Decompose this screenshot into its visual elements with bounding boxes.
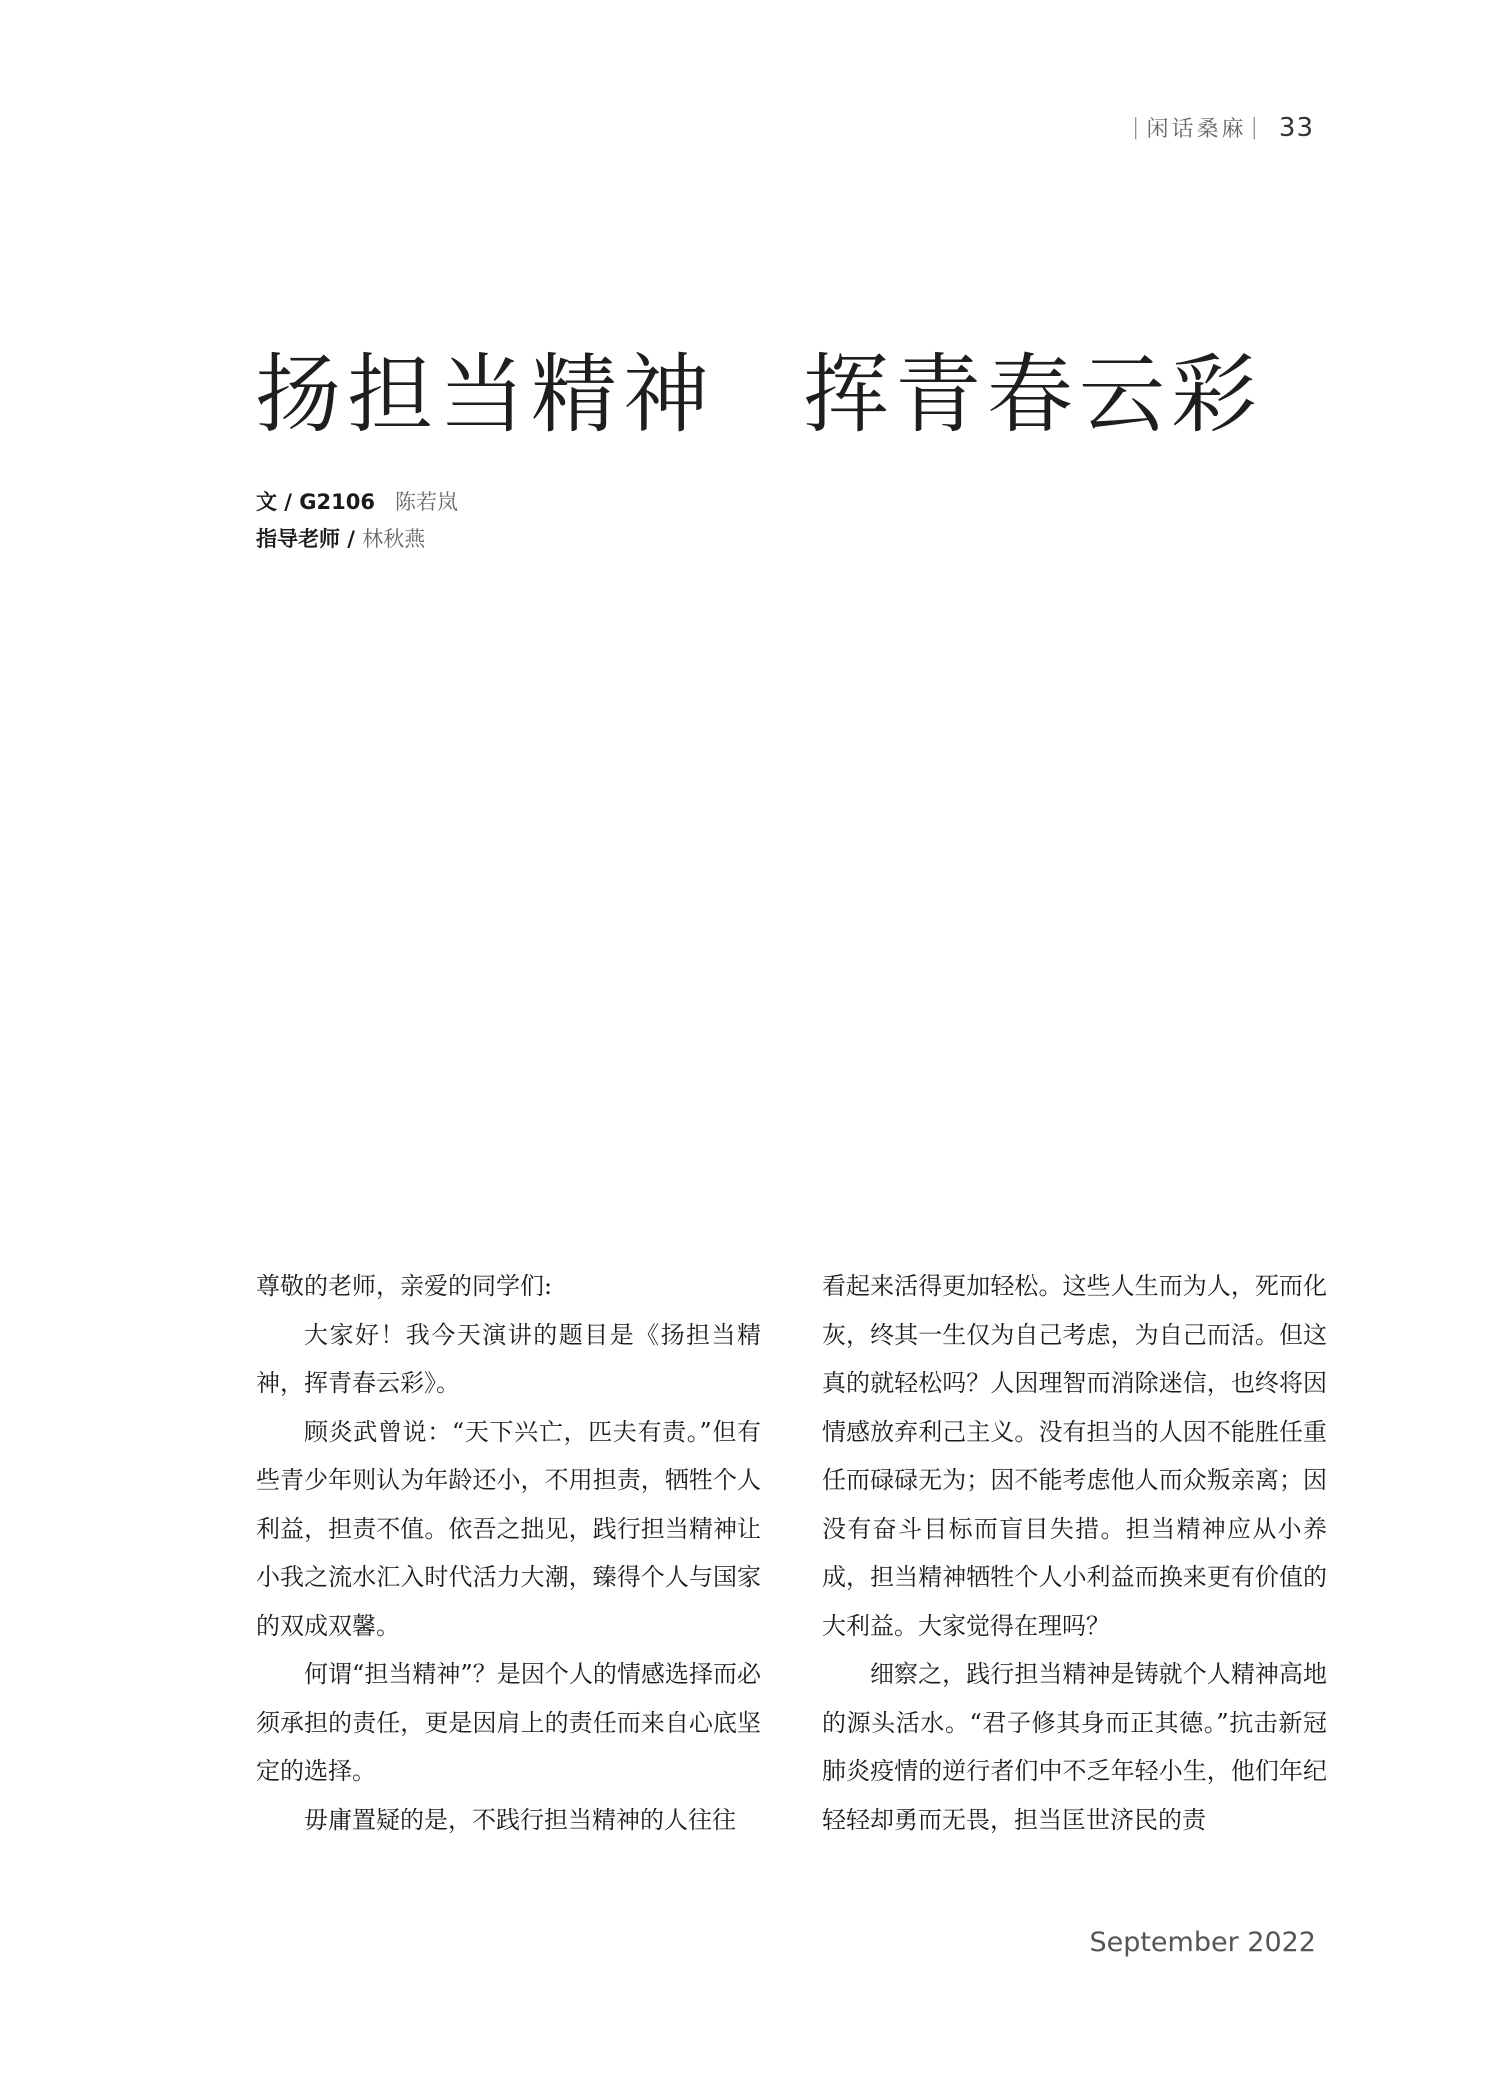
author-line xyxy=(256,484,458,521)
byline xyxy=(256,484,458,558)
teacher-line xyxy=(256,521,458,558)
paragraph-continued: 看起来活得更加轻松。这些人生而为人，死而化灰，终其一生仅为自己考虑，为自己而活。但这真的就轻松吗？人因理智而消除迷信，也终将因情感放弃利己主义。没有担当的人因不能胜任重任而碌碌无为；因不能考虑他人而众叛亲离；因没有奋斗目标而盲目失措。担当精神应从小养成，担当精神牺牲个人小利益而换来更有价值的大利益。大家觉得在理吗？ xyxy=(822,1272,1327,1640)
article-title xyxy=(255,325,1263,449)
paragraph: 大家好！我今天演讲的题目是《扬担当精神，挥青春云彩》。 xyxy=(256,1320,761,1397)
body-column-left xyxy=(256,1262,761,1844)
author-label: 文 / G2106 xyxy=(256,490,375,514)
salutation: 尊敬的老师，亲爱的同学们: xyxy=(256,1272,553,1300)
header-divider-right: | xyxy=(1250,115,1261,140)
page-number: 33 xyxy=(1278,112,1314,143)
header-divider-left: | xyxy=(1132,115,1143,140)
issue-date: September 2022 xyxy=(1089,1927,1316,1958)
paragraph: 毋庸置疑的是，不践行担当精神的人往往 xyxy=(304,1805,736,1834)
author-name: 陈若岚 xyxy=(394,490,458,514)
teacher-label: 指导老师 / xyxy=(256,527,363,551)
paragraph: 细察之，践行担当精神是铸就个人精神高地的源头活水。“君子修其身而正其德。”抗击新冠肺炎疫情的逆行者们中不乏年轻小生，他们年纪轻轻却勇而无畏，担当匡世济民的责 xyxy=(822,1660,1327,1834)
paragraph: 何谓“担当精神”？是因个人的情感选择而必须承担的责任，更是因肩上的责任而来自心底坚定的选择。 xyxy=(256,1660,761,1785)
section-name: 闲话桑麻 xyxy=(1146,117,1247,142)
body-column-right xyxy=(822,1262,1327,1844)
teacher-name: 林秋燕 xyxy=(362,527,426,551)
paragraph: 顾炎武曾说：“天下兴亡，匹夫有责。”但有些青少年则认为年龄还小，不用担责，牺牲个人利益，担责不值。依吾之拙见，践行担当精神让小我之流水汇入时代活力大潮，臻得个人与国家的双成双馨。 xyxy=(256,1417,761,1640)
title-part-2: 挥青春云彩 xyxy=(803,345,1263,445)
title-part-1: 扬担当精神 xyxy=(255,345,715,445)
running-header xyxy=(1128,112,1314,143)
